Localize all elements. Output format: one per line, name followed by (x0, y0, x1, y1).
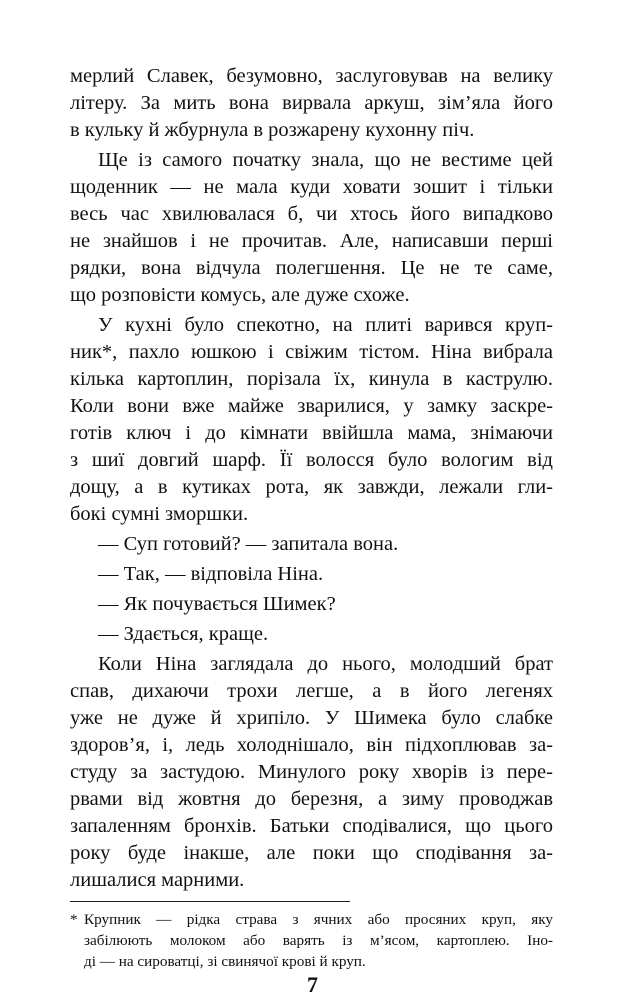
text-line: готів ключ і до кімнати ввійшла мама, знімаючи (70, 422, 553, 444)
paragraph-start-line: Коли Ніна заглядала до нього, молодший брат (98, 653, 553, 675)
footnote-divider (70, 901, 350, 902)
footnote-line: ді — на сироватці, зі свинячої крові й круп. (84, 953, 366, 970)
text-line: запаленням бронхів. Батьки сподівалися, що цього (70, 815, 553, 837)
text-line: рядки, вона відчула полегшення. Це не те саме, (70, 257, 553, 279)
dialogue-line: — Так, — відповіла Ніна. (98, 563, 324, 585)
text-line: кілька картоплин, порізала їх, кинула в каструлю. (70, 368, 553, 390)
text-line: літеру. За мить вона вирвала аркуш, зім’яла його (70, 92, 553, 114)
text-line: мерлий Славек, безумовно, заслуговував на велику (70, 65, 553, 87)
text-line: в кульку й жбурнула в розжарену кухонну піч. (70, 119, 475, 141)
text-line: ник*, пахло юшкою і свіжим тістом. Ніна вибрала (70, 341, 553, 363)
dialogue-line: — Суп готовий? — запитала вона. (98, 533, 399, 555)
footnote-marker: * (70, 911, 78, 928)
text-line: бокі сумні зморшки. (70, 503, 249, 525)
dialogue-line: — Здається, краще. (98, 623, 269, 645)
footnote-line: забілюють молоком або варять із м’ясом, картоплею. Іно- (84, 932, 553, 949)
text-line: року буде інакше, але поки що сподівання за- (70, 842, 553, 864)
text-line: здоров’я, і, ледь холоднішало, він підхоплював за- (70, 734, 553, 756)
text-line: що розповісти комусь, але дуже схоже. (70, 284, 410, 306)
text-line: уже не дуже й хрипіло. У Шимека було слабке (70, 707, 553, 729)
text-line: Коли вони вже майже зварилися, у замку заскре- (70, 395, 553, 417)
dialogue-line: — Як почувається Шимек? (98, 593, 336, 615)
paragraph-start-line: Ще із самого початку знала, що не вестиме цей (98, 149, 553, 171)
page-number: 7 (307, 972, 318, 997)
text-line: не знайшов і не прочитав. Але, написавши перші (70, 230, 553, 252)
text-line: рвами від жовтня до березня, а зиму проводжав (70, 788, 553, 810)
text-line: з шиї довгий шарф. Її волосся було вологим від (70, 449, 553, 471)
text-line: дощу, а в кутиках рота, як завжди, лежали гли- (70, 476, 553, 498)
text-line: весь час хвилювалася б, чи хтось його випадково (70, 203, 553, 225)
paragraph-start-line: У кухні було спекотно, на плиті варився круп- (98, 314, 553, 336)
text-line: щоденник — не мала куди ховати зошит і тільки (70, 176, 553, 198)
footnote-line: Крупник — рідка страва з ячних або просяних круп, яку (84, 911, 553, 928)
text-line: спав, дихаючи трохи легше, а в його легенях (70, 680, 553, 702)
text-line: студу за застудою. Минулого року хворів із пере- (70, 761, 553, 783)
text-line: лишалися марними. (70, 869, 245, 891)
